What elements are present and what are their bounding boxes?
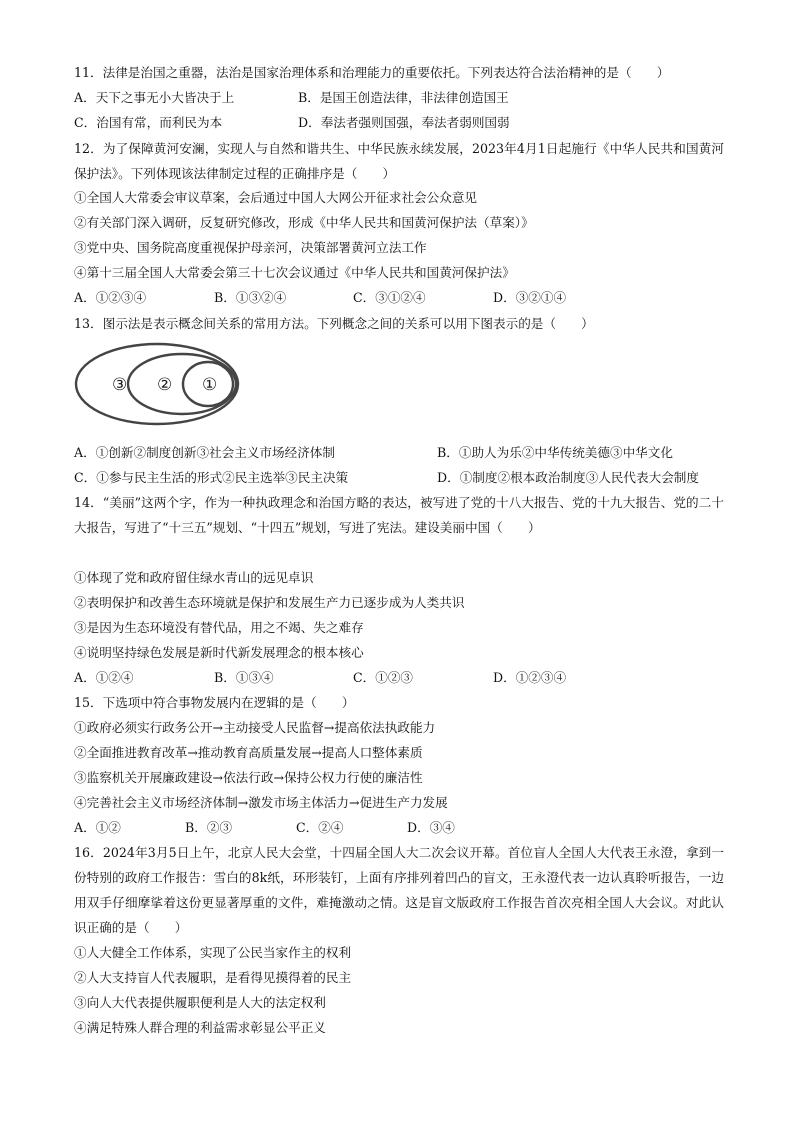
q14-option-b: B．①③④ (214, 670, 274, 685)
q12-option-b: B．①③②④ (214, 290, 287, 305)
q11-option-a: A．天下之事无小大皆决于上 (74, 90, 235, 105)
diagram-label-1: ① (202, 375, 218, 395)
q14-item-1: ①体现了党和政府留住绿水青山的远见卓识 (74, 570, 314, 585)
q15-item-4: ④完善社会主义市场经济体制→激发市场主体活力→促进生产力发展 (74, 795, 448, 810)
q16-item-1: ①人大健全工作体系，实现了公民当家作主的权利 (74, 945, 352, 960)
question-15-stem: 15．下选项中符合事物发展内在逻辑的是（ ） (74, 695, 355, 710)
q13-option-b: B．①助人为乐②中华传统美德③中华文化 (437, 445, 673, 460)
q15-item-1: ①政府必须实行政务公开→主动接受人民监督→提高依法执政能力 (74, 720, 436, 735)
q16-item-4: ④满足特殊人群合理的利益需求彰显公平正义 (74, 1020, 326, 1035)
question-16-stem: 16．2024年3月5日上午，北京人民大会堂，十四届全国人大二次会议开幕。首位盲人全国人大代表王永澄，拿到一份特别的政府工作报告：雪白的8k纸，环形装钉，上面有序排列着凹凸的盲文，王永澄代表一边认真聆听报告，一边用双手仔细摩挲着这份更显著厚重的文件，难掩激动之情。这是盲文版政府工作报告首次亮相全国人大会议。对此认识正确的是（ ） (74, 845, 724, 935)
q15-option-a: A．①② (74, 820, 121, 835)
q12-item-4: ④第十三届全国人大常委会第三十七次会议通过《中华人民共和国黄河保护法》 (74, 265, 515, 280)
q12-option-d: D．③②①④ (493, 290, 567, 305)
q14-option-c: C．①②③ (353, 670, 414, 685)
q12-item-1: ①全国人大常委会审议草案，会后通过中国人大网公开征求社会公众意见 (74, 190, 477, 205)
q15-option-c: C．②④ (296, 820, 344, 835)
nested-circles-diagram (72, 338, 252, 430)
q13-option-a: A．①创新②制度创新③社会主义市场经济体制 (74, 445, 335, 460)
question-14-stem: 14．“美丽”这两个字，作为一种执政理念和治国方略的表达，被写进了党的十八大报告、党的十九大报告、党的二十大报告，写进了“十三五”规划、“十四五”规划，写进了宪法。建设美丽中国（ ） (74, 495, 724, 535)
q12-item-3: ③党中央、国务院高度重视保护母亲河，决策部署黄河立法工作 (74, 240, 427, 255)
q15-option-b: B．②③ (185, 820, 233, 835)
q12-option-c: C．③①②④ (353, 290, 426, 305)
q15-item-2: ②全面推进教育改革→推动教育高质量发展→提高人口整体素质 (74, 745, 423, 760)
diagram-label-2: ② (157, 375, 173, 395)
q15-option-d: D．③④ (407, 820, 455, 835)
question-13-stem: 13．图示法是表示概念间关系的常用方法。下列概念之间的关系可以用下图表示的是（ ） (74, 316, 594, 331)
q11-option-c: C．治国有常，而利民为本 (74, 115, 223, 130)
q14-item-4: ④说明坚持绿色发展是新时代新发展理念的根本核心 (74, 645, 364, 660)
q14-option-a: A．①②④ (74, 670, 134, 685)
q12-option-a: A．①②③④ (74, 290, 147, 305)
q14-option-d: D．①②③④ (493, 670, 567, 685)
q14-item-3: ③是因为生态环境没有替代品，用之不竭、失之难存 (74, 620, 364, 635)
q11-option-b: B．是国王创造法律，非法律创造国王 (298, 90, 509, 105)
q13-option-d: D．①制度②根本政治制度③人民代表大会制度 (437, 470, 699, 485)
question-12-stem: 12．为了保障黄河安澜，实现人与自然和谐共生、中华民族永续发展，2023年4月1日起施行《中华人民共和国黄河保护法》。下列体现该法律制定过程的正确排序是（ ） (74, 141, 724, 181)
q14-item-2: ②表明保护和改善生态环境就是保护和发展生产力已逐步成为人类共识 (74, 595, 465, 610)
diagram-label-3: ③ (112, 375, 128, 395)
question-11-stem: 11．法律是治国之重器，法治是国家治理体系和治理能力的重要依托。下列表达符合法治精神的是（ ） (74, 65, 670, 80)
q11-option-d: D．奉法者强则国强，奉法者弱则国弱 (298, 115, 510, 130)
q12-item-2: ②有关部门深入调研，反复研究修改，形成《中华人民共和国黄河保护法（草案）》 (74, 215, 534, 230)
q16-item-2: ②人大支持盲人代表履职，是看得见摸得着的民主 (74, 970, 352, 985)
q16-item-3: ③向人大代表提供履职便利是人大的法定权利 (74, 995, 326, 1010)
q15-item-3: ③监察机关开展廉政建设→依法行政→保持公权力行使的廉洁性 (74, 770, 423, 785)
q13-option-c: C．①参与民主生活的形式②民主选举③民主决策 (74, 470, 349, 485)
